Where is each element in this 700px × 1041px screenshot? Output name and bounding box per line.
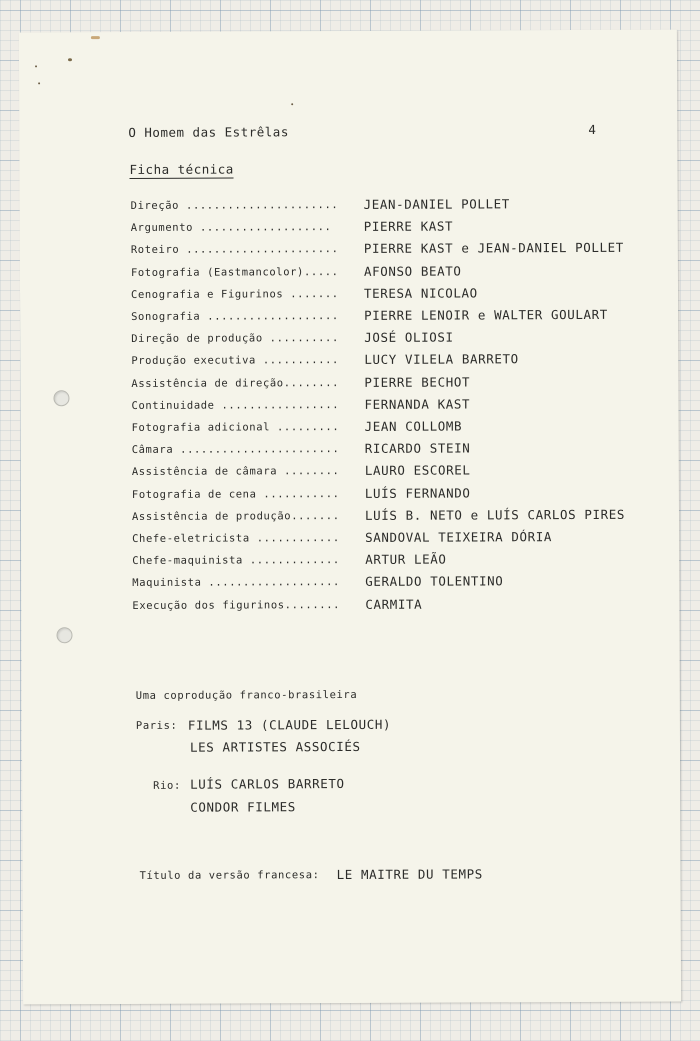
section-title: [129, 162, 233, 177]
tape-mark: [91, 36, 100, 39]
credit-role: Sonografia ...................: [131, 310, 339, 323]
credit-name: LUÍS B. NETO e LUÍS CARLOS PIRES: [364, 506, 626, 523]
credit-name: JEAN-DANIEL POLLET: [363, 196, 510, 212]
rio-line: LUÍS CARLOS BARRETO: [190, 776, 345, 792]
film-title: O Homem das Estrêlas: [128, 124, 289, 140]
credit-name: PIERRE KAST: [363, 218, 454, 235]
ink-speck: [38, 82, 40, 84]
punch-hole: [56, 627, 72, 643]
coproduction-title: Uma coprodução franco-brasileira: [135, 688, 358, 702]
credit-role: Chefe-eletricista ............: [132, 532, 340, 545]
credit-role: Cenografia e Figurinos .......: [131, 287, 339, 301]
french-title-value: LE MAITRE DU TEMPS: [336, 866, 483, 883]
credit-name: PIERRE LENOIR e WALTER GOULART: [364, 306, 608, 323]
ink-speck: [291, 103, 293, 105]
rio-line: CONDOR FILMES: [190, 799, 296, 815]
credit-role: Argumento ...................: [130, 221, 332, 235]
credit-name: SANDOVAL TEIXEIRA DÓRIA: [365, 529, 553, 545]
ink-speck: [68, 58, 72, 61]
credit-role: Fotografia de cena ...........: [131, 487, 340, 501]
credit-name: CARMITA: [365, 596, 423, 612]
paris-line: LES ARTISTES ASSOCIÉS: [189, 738, 361, 755]
credit-role: Chefe-maquinista .............: [132, 554, 340, 568]
credit-name: LAURO ESCOREL: [364, 462, 471, 479]
credit-role: Produção executiva ...........: [131, 354, 339, 368]
credit-name: LUÍS FERNANDO: [364, 485, 471, 501]
credit-role: Roteiro ......................: [130, 243, 339, 257]
credit-name: LUCY VILELA BARRETO: [364, 351, 519, 368]
credit-role: Direção ......................: [130, 199, 339, 212]
credit-name: TERESA NICOLAO: [363, 285, 478, 301]
credit-name: JOSÉ OLIOSI: [364, 329, 454, 346]
credit-name: FERNANDA KAST: [364, 396, 471, 412]
rio-label: Rio:: [153, 779, 181, 792]
credit-role: Execução dos figurinos........: [132, 598, 341, 612]
credit-name: AFONSO BEATO: [363, 263, 462, 279]
credit-role: Assistência de produção.......: [131, 509, 340, 523]
credit-role: Assistência de direção........: [131, 376, 340, 390]
paris-line: FILMS 13 (CLAUDE LELOUCH): [187, 716, 392, 733]
credit-name: JEAN COLLOMB: [364, 418, 463, 434]
page-number: 4: [588, 121, 597, 137]
credit-role: Fotografia (Eastmancolor).....: [130, 265, 339, 279]
punch-hole: [53, 390, 69, 406]
credit-role: Fotografia adicional .........: [131, 421, 340, 434]
french-title-label: Título da versão francesa:: [139, 869, 320, 882]
credit-role: Câmara .......................: [131, 443, 340, 457]
section-title-text: Ficha técnica: [129, 161, 234, 177]
typewritten-page: [19, 30, 681, 1005]
credit-role: Maquinista ...................: [132, 576, 340, 590]
credit-name: PIERRE BECHOT: [364, 374, 471, 390]
credit-role: Continuidade .................: [131, 398, 340, 412]
ink-speck: [35, 65, 37, 67]
credit-role: Direção de produção ..........: [131, 332, 339, 346]
credit-name: GERALDO TOLENTINO: [365, 573, 504, 590]
paris-label: Paris:: [135, 719, 178, 732]
credit-name: RICARDO STEIN: [364, 440, 471, 457]
credit-name: PIERRE KAST e JEAN-DANIEL POLLET: [363, 240, 624, 257]
credit-role: Assistência de câmara ........: [131, 465, 340, 479]
credit-name: ARTUR LEÃO: [365, 551, 447, 568]
